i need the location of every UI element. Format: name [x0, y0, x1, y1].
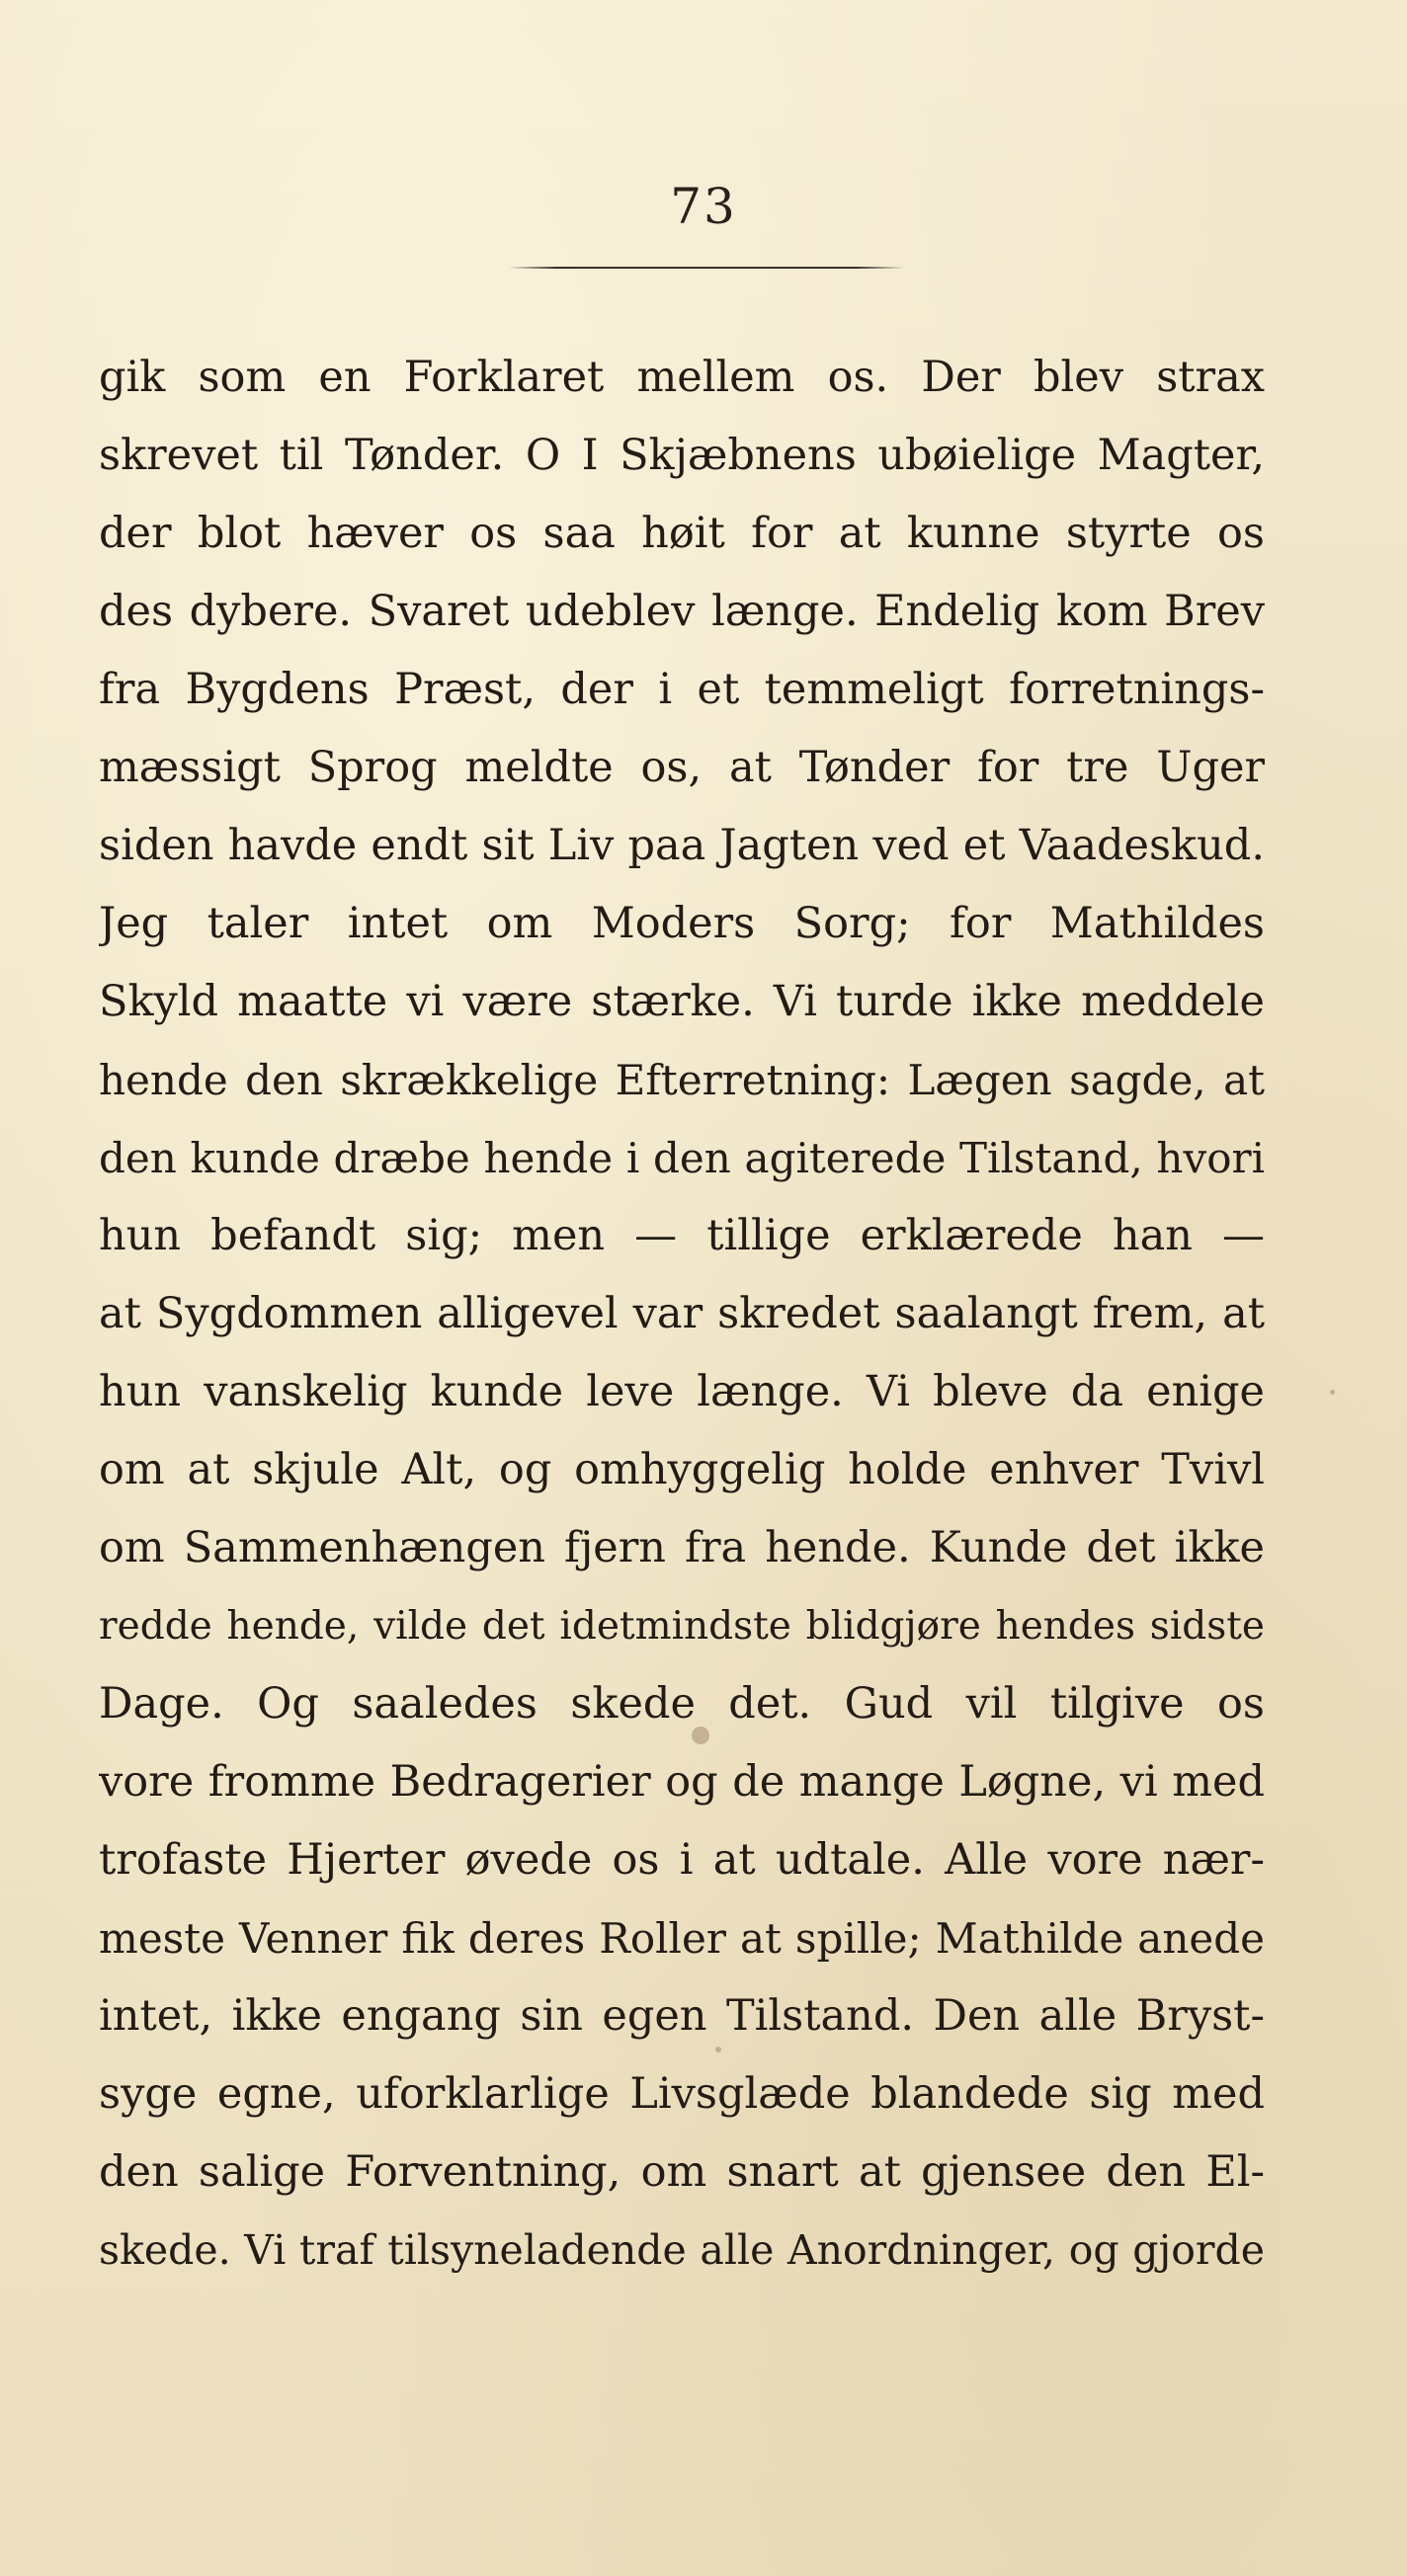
- page-number: 73: [670, 178, 737, 235]
- text-line: redde hende, vilde det idetmindste blidgjøre hendes sidste: [99, 1604, 1265, 1649]
- text-line: mæssigt Sprog meldte os, at Tønder for tre Uger: [99, 743, 1265, 792]
- text-line: syge egne, uforklarlige Livsglæde blandede sig med: [99, 2069, 1265, 2119]
- text-line: hun vanskelig kunde leve længe. Vi bleve da enige: [99, 1367, 1265, 1416]
- text-line: Jeg taler intet om Moders Sorg; for Mathildes: [99, 899, 1265, 948]
- text-line: hun befandt sig; men — tillige erklærede han —: [99, 1211, 1265, 1260]
- paper-speck: [692, 1727, 709, 1744]
- paper-speck: [1330, 1390, 1335, 1395]
- text-line: des dybere. Svaret udeblev længe. Endelig kom Brev: [99, 587, 1265, 636]
- body-text: [99, 339, 1265, 2290]
- text-line: den salige Forventning, om snart at gjensee den El-: [99, 2147, 1265, 2197]
- text-line: skede. Vi traf tilsyneladende alle Anordninger, og gjorde: [99, 2226, 1265, 2274]
- text-line: den kunde dræbe hende i den agiterede Tilstand, hvori: [99, 1134, 1265, 1182]
- text-line: meste Venner fik deres Roller at spille; Mathilde anede: [99, 1914, 1265, 1963]
- text-line: skrevet til Tønder. O I Skjæbnens ubøielige Magter,: [99, 431, 1265, 480]
- text-line: hende den skrækkelige Efterretning: Lægen sagde, at: [99, 1056, 1265, 1104]
- text-line: der blot hæver os saa høit for at kunne styrte os: [99, 509, 1265, 558]
- text-line: om Sammenhængen fjern fra hende. Kunde det ikke: [99, 1523, 1265, 1572]
- header-rule: [509, 267, 904, 269]
- text-line: vore fromme Bedragerier og de mange Løgne, vi med: [99, 1757, 1265, 1807]
- paper-speck: [715, 2047, 721, 2053]
- text-line: fra Bygdens Præst, der i et temmeligt forretnings-: [99, 665, 1265, 714]
- text-line: intet, ikke engang sin egen Tilstand. Den alle Bryst-: [99, 1991, 1265, 2041]
- text-line: gik som en Forklaret mellem os. Der blev strax: [99, 353, 1265, 402]
- text-line: om at skjule Alt, og omhyggelig holde enhver Tvivl: [99, 1445, 1265, 1494]
- text-line: at Sygdommen alligevel var skredet saalangt frem, at: [99, 1289, 1265, 1338]
- text-line: Dage. Og saaledes skede det. Gud vil tilgive os: [99, 1679, 1265, 1729]
- text-line: trofaste Hjerter øvede os i at udtale. Alle vore nær-: [99, 1835, 1265, 1885]
- text-line: siden havde endt sit Liv paa Jagten ved et Vaadeskud.: [99, 821, 1265, 870]
- text-line: Skyld maatte vi være stærke. Vi turde ikke meddele: [99, 977, 1265, 1026]
